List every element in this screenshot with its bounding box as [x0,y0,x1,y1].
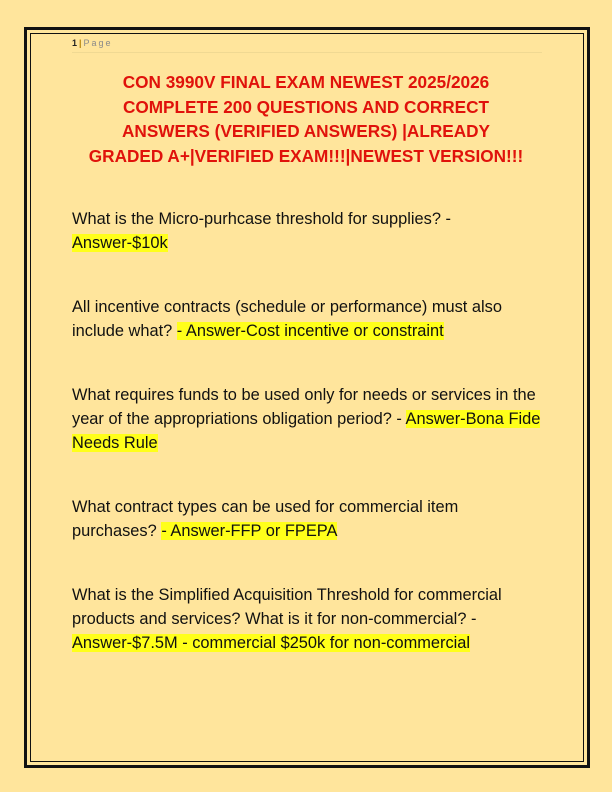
answer-text: - Answer-FFP or FPEPA [161,522,338,540]
answer-text: Answer-$10k [72,234,168,252]
document-title [60,70,552,168]
title-line: CON 3990V FINAL EXAM NEWEST 2025/2026 [122,72,490,92]
header-separator: | [79,38,82,48]
qa-item [72,207,542,255]
question-text: What contract types can be used for commercial item purchases? [72,498,459,540]
qa-item [72,583,542,655]
answer-text: Answer-$7.5M - commercial $250k for non-commercial [72,634,471,652]
title-line: COMPLETE 200 QUESTIONS AND CORRECT [122,96,490,117]
question-text: What is the Simplified Acquisition Threshold for commercial products and services? What is it for non-commercial? - [72,586,502,628]
question-text: All incentive contracts (schedule or performance) must also include what? [72,298,502,340]
qa-item [72,295,542,343]
page-header [72,36,542,53]
answer-text: - Answer-Cost incentive or constraint [176,322,444,340]
title-line: ANSWERS (VERIFIED ANSWERS) |ALREADY [122,121,490,141]
page-label: Page [83,38,113,48]
question-text: What requires funds to be used only for needs or services in the year of the appropriations obligation period? - [72,386,536,428]
answer-text: Answer-Bona Fide Needs Rule [72,410,541,452]
question-text: What is the Micro-purhcase threshold for supplies? - [72,210,451,228]
page-number: 1 [72,38,78,48]
qa-item [72,383,542,455]
title-line: GRADED A+|VERIFIED EXAM!!!|NEWEST VERSION!!! [88,145,524,166]
qa-item [72,495,542,543]
